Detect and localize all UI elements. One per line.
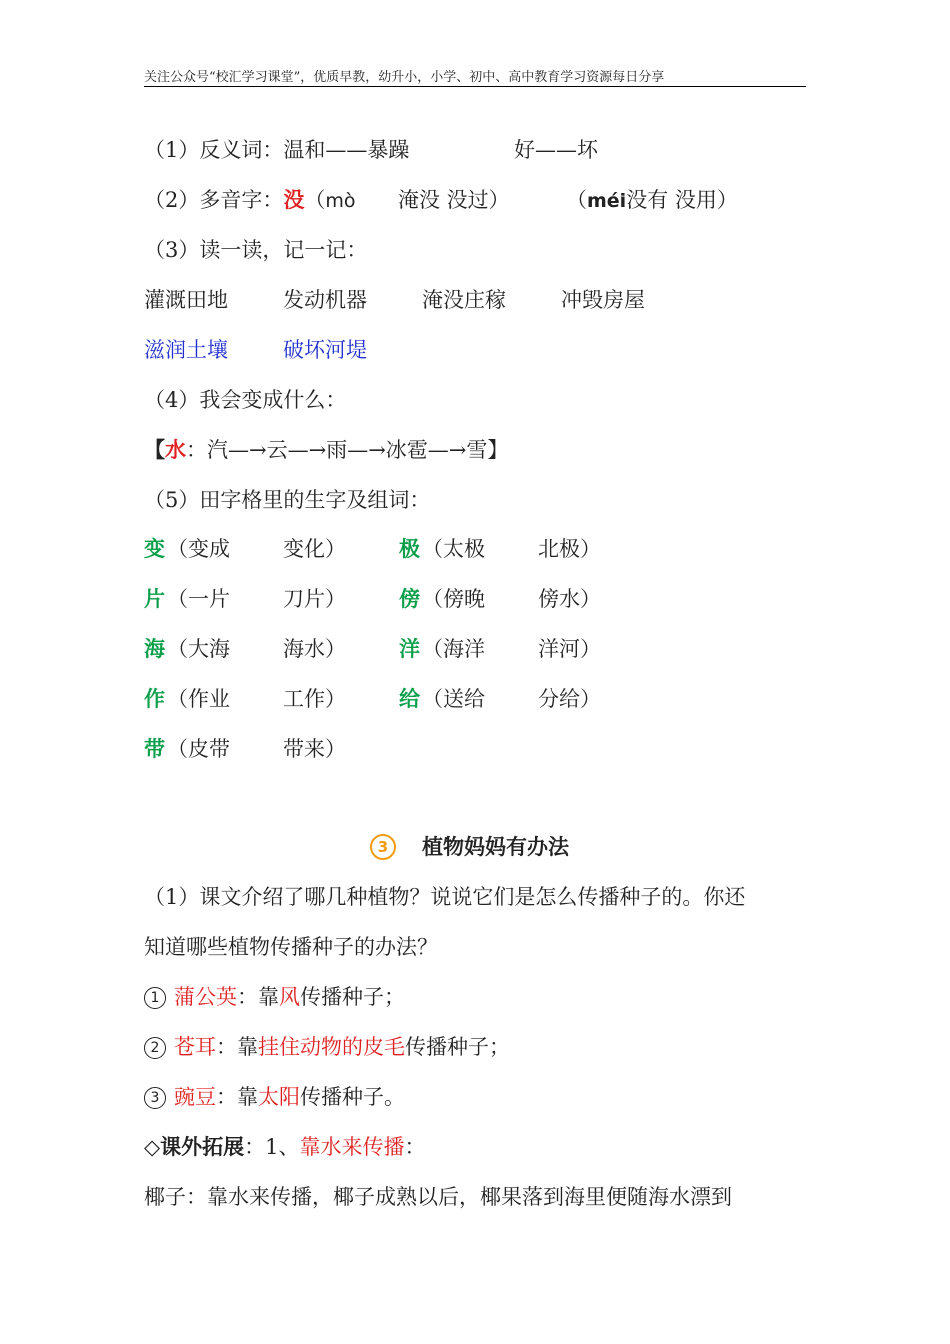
polyphone-line: [144, 186, 806, 215]
grid-char: 洋: [399, 636, 420, 661]
grid-word: 工作）: [283, 687, 346, 711]
extension-line: [144, 1133, 426, 1161]
antonyms-label: （1）反义词：: [144, 138, 284, 162]
change-label: （4）我会变成什么：: [144, 388, 347, 412]
grid-word: 变化）: [283, 537, 346, 561]
polyphone-label: （2）多音字：: [144, 188, 284, 212]
extension-topic: 靠水来传播: [299, 1135, 405, 1159]
answer-item: [144, 1033, 510, 1061]
water-cycle-rest: ：汽—→云—→雨—→冰雹—→雪】: [186, 438, 509, 462]
extension-colon: ：1、: [244, 1135, 300, 1159]
answer-tail: 传播种子。: [300, 1085, 405, 1109]
grid-word: 北极）: [538, 537, 601, 561]
grid-word: 海水）: [283, 637, 346, 661]
read-word: 发动机器: [283, 288, 367, 312]
circled-number: 3: [144, 1087, 166, 1109]
polyphone-char: 没: [283, 187, 305, 212]
read-word: 淹没庄稼: [422, 288, 506, 312]
lesson-title: 植物妈妈有办法: [422, 834, 569, 859]
grid-word: （大海: [167, 637, 230, 661]
circled-number: 1: [144, 987, 166, 1009]
polyphone-words-1: 淹没 没过）: [398, 188, 510, 212]
pinyin-mei: méi: [587, 190, 627, 212]
page-header: 关注公众号“校汇学习课堂”，优质早教，幼升小，小学、初中、高中教育学习资源每日分享: [144, 70, 665, 85]
read-word: 破坏河堤: [283, 338, 367, 362]
lesson-number-badge: 3: [370, 834, 396, 860]
grid-char: 傍: [399, 586, 420, 611]
grid-char: 极: [399, 536, 420, 561]
lesson-title-line: [370, 833, 569, 861]
antonym-pair-1: 温和——暴躁: [283, 138, 410, 162]
grid-word: 带来）: [283, 737, 346, 761]
grid-word: （一片: [167, 587, 230, 611]
spread-method: 太阳: [258, 1085, 300, 1109]
polyphone-paren-2: （: [566, 188, 587, 212]
spread-method: 风: [279, 985, 300, 1009]
answer-item: [144, 983, 405, 1011]
antonyms-line: [144, 136, 598, 164]
polyphone-words-2: 没有 没用）: [626, 188, 738, 212]
grid-word: （变成: [167, 537, 230, 561]
grid-word: （太极: [422, 537, 485, 561]
grid-word: 洋河）: [538, 637, 601, 661]
read-word: 冲毁房屋: [561, 288, 645, 312]
spread-method: 挂住动物的皮毛: [258, 1035, 405, 1059]
question-line-1: （1）课文介绍了哪几种植物？说说它们是怎么传播种子的。你还: [144, 885, 746, 909]
grid-char: 变: [144, 536, 165, 561]
grid-char: 海: [144, 636, 165, 661]
read-word: 灌溉田地: [144, 288, 228, 312]
plant-name: 豌豆: [174, 1085, 216, 1109]
grid-word: （送给: [422, 687, 485, 711]
grid-word: （傍晚: [422, 587, 485, 611]
grid-char: 带: [144, 736, 165, 761]
header-rule: [144, 86, 806, 87]
answer-item: [144, 1083, 405, 1111]
bracket-open: 【: [144, 437, 165, 462]
answer-tail: 传播种子；: [300, 985, 405, 1009]
grid-char: 给: [399, 686, 420, 711]
water-cycle-line: [144, 436, 508, 464]
grid-word: 分给）: [538, 687, 601, 711]
read-word: 滋润土壤: [144, 338, 228, 362]
answer-tail: 传播种子；: [405, 1035, 510, 1059]
antonym-pair-2: 好——坏: [514, 138, 598, 162]
answer-colon: ：靠: [216, 1085, 258, 1109]
grid-word: 刀片）: [283, 587, 346, 611]
extension-end: ：: [404, 1135, 426, 1159]
grid-word: （作业: [167, 687, 230, 711]
answer-colon: ：靠: [216, 1035, 258, 1059]
question-line-2: 知道哪些植物传播种子的办法？: [144, 935, 438, 959]
grid-char: 片: [144, 586, 165, 611]
extension-label: ◇课外拓展: [144, 1134, 245, 1159]
answer-colon: ：靠: [237, 985, 279, 1009]
circled-number: 2: [144, 1037, 166, 1059]
water-char: 水: [165, 437, 186, 462]
grid-char: 作: [144, 686, 165, 711]
grid-word: （皮带: [167, 737, 230, 761]
plant-name: 苍耳: [174, 1035, 216, 1059]
pinyin-mo: mò: [325, 190, 356, 212]
grid-word: （海洋: [422, 637, 485, 661]
read-label: （3）读一读，记一记：: [144, 238, 368, 262]
coconut-line: 椰子：靠水来传播，椰子成熟以后，椰果落到海里便随海水漂到: [144, 1185, 732, 1209]
polyphone-paren-1: （: [304, 188, 326, 212]
polyphone-group-2: [566, 186, 738, 215]
grid-word: 傍水）: [538, 587, 601, 611]
plant-name: 蒲公英: [174, 985, 237, 1009]
grid-label: （5）田字格里的生字及组词：: [144, 488, 431, 512]
